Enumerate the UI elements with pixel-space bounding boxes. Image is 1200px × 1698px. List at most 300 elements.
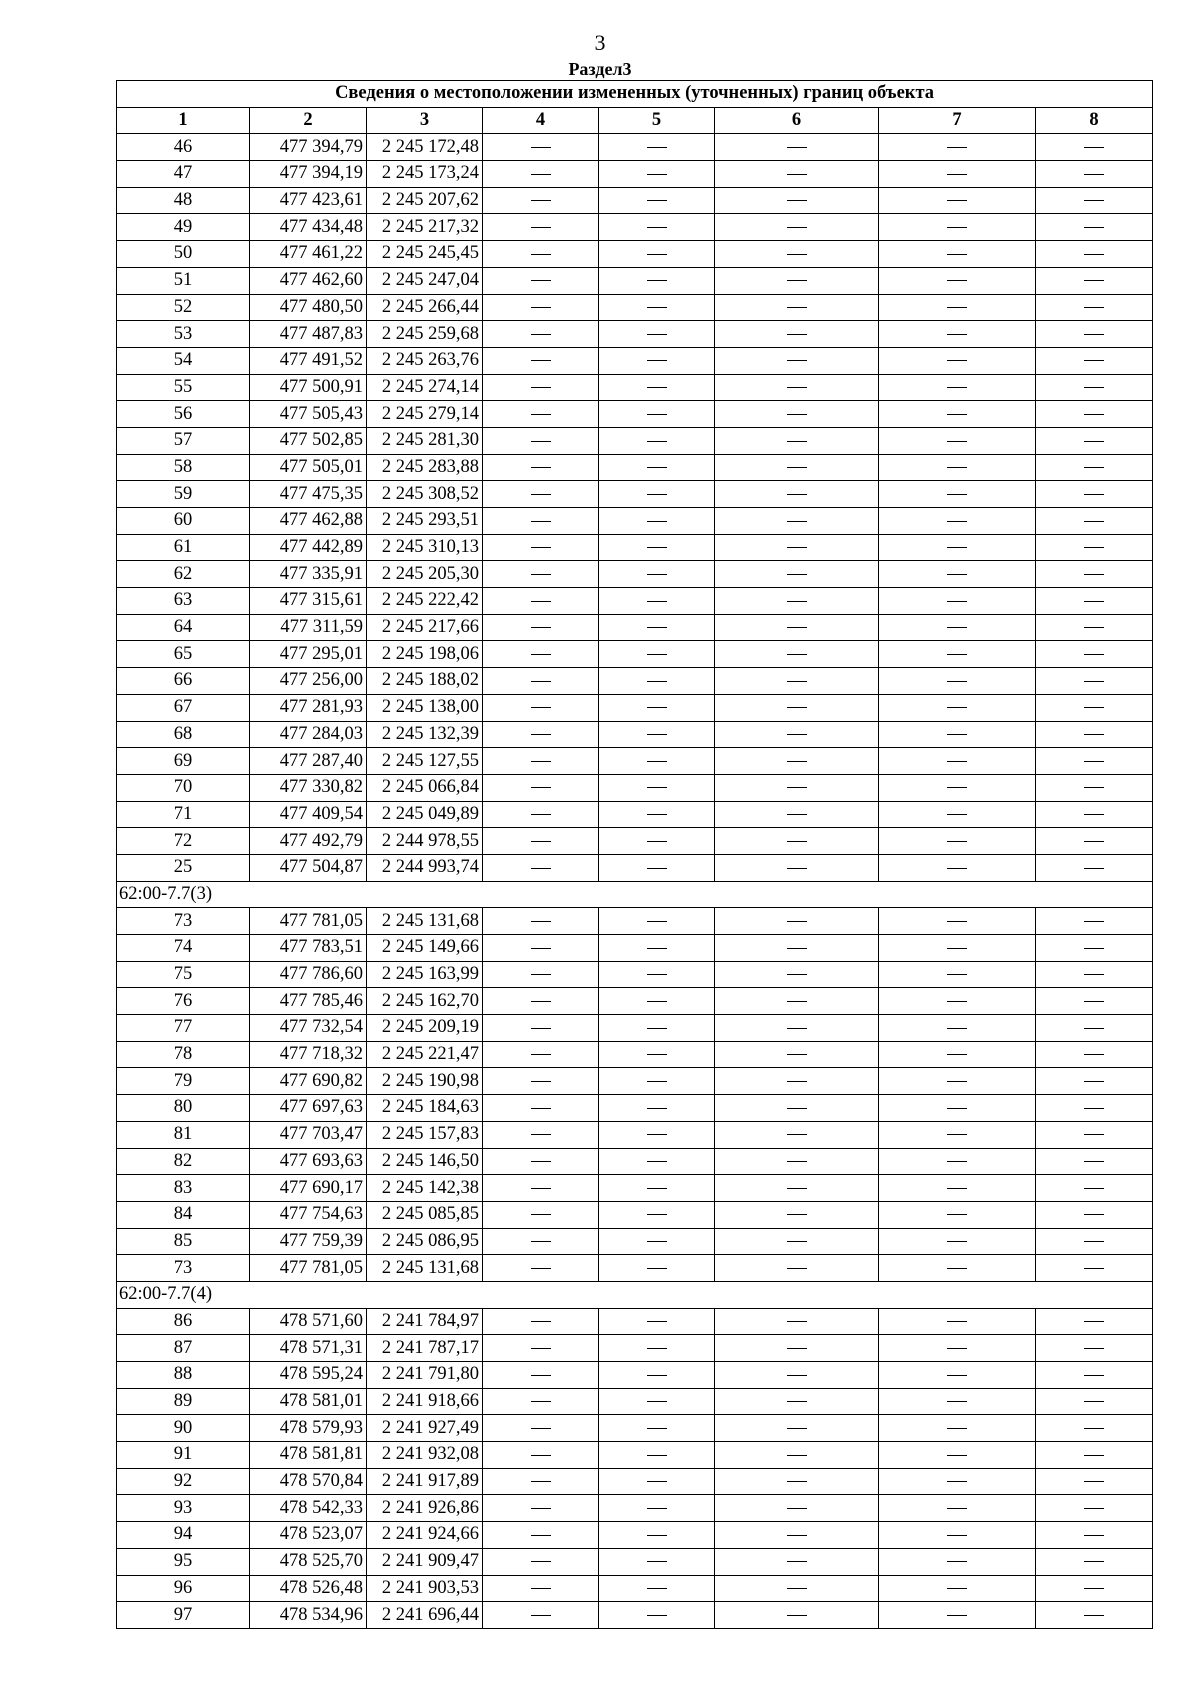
empty-cell-col-8: [1036, 828, 1153, 855]
x-coordinate-cell: 477 505,01: [250, 454, 367, 481]
empty-cell-col-6: [715, 214, 879, 241]
empty-cell-col-4: [483, 1442, 599, 1469]
y-coordinate-cell: 2 245 279,14: [367, 401, 483, 428]
table-row: [117, 1041, 1153, 1068]
empty-cell-col-7: [879, 321, 1036, 348]
empty-cell-col-7: [879, 854, 1036, 881]
empty-cell-col-7: [879, 481, 1036, 508]
em-dash-icon: [1084, 707, 1104, 708]
em-dash-icon: [1084, 547, 1104, 548]
empty-cell-col-6: [715, 988, 879, 1015]
y-coordinate-cell: 2 241 918,66: [367, 1388, 483, 1415]
em-dash-icon: [947, 921, 967, 922]
em-dash-icon: [531, 761, 551, 762]
empty-cell-col-4: [483, 1041, 599, 1068]
table-row: [117, 294, 1153, 321]
y-coordinate-cell: 2 245 066,84: [367, 774, 483, 801]
empty-cell-col-6: [715, 561, 879, 588]
em-dash-icon: [1084, 681, 1104, 682]
em-dash-icon: [947, 387, 967, 388]
em-dash-icon: [1084, 1001, 1104, 1002]
x-coordinate-cell: 477 335,91: [250, 561, 367, 588]
column-header-6: 6: [715, 107, 879, 134]
empty-cell-col-6: [715, 1068, 879, 1095]
y-coordinate-cell: 2 245 127,55: [367, 748, 483, 775]
em-dash-icon: [531, 974, 551, 975]
em-dash-icon: [1084, 1214, 1104, 1215]
empty-cell-col-7: [879, 668, 1036, 695]
em-dash-icon: [647, 1134, 667, 1135]
x-coordinate-cell: 478 525,70: [250, 1548, 367, 1575]
empty-cell-col-4: [483, 454, 599, 481]
empty-cell-col-6: [715, 1175, 879, 1202]
em-dash-icon: [531, 414, 551, 415]
em-dash-icon: [1084, 414, 1104, 415]
empty-cell-col-4: [483, 1201, 599, 1228]
empty-cell-col-6: [715, 1335, 879, 1362]
empty-cell-col-6: [715, 1442, 879, 1469]
em-dash-icon: [1084, 1508, 1104, 1509]
empty-cell-col-6: [715, 801, 879, 828]
empty-cell-col-5: [599, 321, 715, 348]
em-dash-icon: [947, 467, 967, 468]
x-coordinate-cell: 477 442,89: [250, 534, 367, 561]
em-dash-icon: [947, 280, 967, 281]
em-dash-icon: [647, 601, 667, 602]
empty-cell-col-7: [879, 454, 1036, 481]
em-dash-icon: [1084, 1188, 1104, 1189]
empty-cell-col-6: [715, 694, 879, 721]
table-row: [117, 988, 1153, 1015]
empty-cell-col-8: [1036, 1442, 1153, 1469]
em-dash-icon: [787, 1188, 807, 1189]
em-dash-icon: [1084, 1108, 1104, 1109]
em-dash-icon: [531, 1428, 551, 1429]
empty-cell-col-5: [599, 454, 715, 481]
empty-cell-col-4: [483, 534, 599, 561]
em-dash-icon: [787, 1028, 807, 1029]
empty-cell-col-5: [599, 294, 715, 321]
em-dash-icon: [787, 494, 807, 495]
em-dash-icon: [787, 1401, 807, 1402]
empty-cell-col-4: [483, 294, 599, 321]
empty-cell-col-6: [715, 908, 879, 935]
point-number-cell: 70: [117, 774, 250, 801]
empty-cell-col-6: [715, 267, 879, 294]
table-row: [117, 187, 1153, 214]
empty-cell-col-7: [879, 1175, 1036, 1202]
em-dash-icon: [1084, 467, 1104, 468]
em-dash-icon: [531, 1535, 551, 1536]
em-dash-icon: [531, 1561, 551, 1562]
em-dash-icon: [947, 1134, 967, 1135]
em-dash-icon: [1084, 841, 1104, 842]
em-dash-icon: [1084, 280, 1104, 281]
em-dash-icon: [787, 334, 807, 335]
em-dash-icon: [647, 227, 667, 228]
em-dash-icon: [1084, 1481, 1104, 1482]
empty-cell-col-5: [599, 908, 715, 935]
empty-cell-col-4: [483, 508, 599, 535]
empty-cell-col-4: [483, 1602, 599, 1629]
empty-cell-col-6: [715, 187, 879, 214]
em-dash-icon: [787, 1054, 807, 1055]
empty-cell-col-5: [599, 588, 715, 615]
y-coordinate-cell: 2 244 978,55: [367, 828, 483, 855]
em-dash-icon: [531, 1241, 551, 1242]
empty-cell-col-6: [715, 1121, 879, 1148]
empty-cell-col-8: [1036, 988, 1153, 1015]
em-dash-icon: [647, 147, 667, 148]
em-dash-icon: [531, 387, 551, 388]
em-dash-icon: [531, 1455, 551, 1456]
empty-cell-col-8: [1036, 614, 1153, 641]
table-row: [117, 321, 1153, 348]
point-number-cell: 52: [117, 294, 250, 321]
em-dash-icon: [1084, 654, 1104, 655]
em-dash-icon: [787, 1375, 807, 1376]
empty-cell-col-4: [483, 241, 599, 268]
em-dash-icon: [787, 200, 807, 201]
em-dash-icon: [787, 1535, 807, 1536]
em-dash-icon: [947, 1508, 967, 1509]
empty-cell-col-6: [715, 374, 879, 401]
x-coordinate-cell: 477 315,61: [250, 588, 367, 615]
x-coordinate-cell: 478 534,96: [250, 1602, 367, 1629]
empty-cell-col-7: [879, 988, 1036, 1015]
empty-cell-col-4: [483, 961, 599, 988]
em-dash-icon: [787, 841, 807, 842]
empty-cell-col-4: [483, 1362, 599, 1389]
empty-cell-col-5: [599, 988, 715, 1015]
empty-cell-col-8: [1036, 134, 1153, 161]
em-dash-icon: [947, 360, 967, 361]
point-number-cell: 85: [117, 1228, 250, 1255]
point-number-cell: 64: [117, 614, 250, 641]
empty-cell-col-8: [1036, 1495, 1153, 1522]
y-coordinate-cell: 2 245 222,42: [367, 588, 483, 615]
y-coordinate-cell: 2 245 184,63: [367, 1095, 483, 1122]
y-coordinate-cell: 2 245 293,51: [367, 508, 483, 535]
empty-cell-col-8: [1036, 641, 1153, 668]
em-dash-icon: [531, 1481, 551, 1482]
em-dash-icon: [647, 707, 667, 708]
em-dash-icon: [787, 1615, 807, 1616]
em-dash-icon: [647, 1375, 667, 1376]
em-dash-icon: [531, 1321, 551, 1322]
em-dash-icon: [647, 1401, 667, 1402]
column-header-3: 3: [367, 107, 483, 134]
empty-cell-col-4: [483, 1068, 599, 1095]
em-dash-icon: [787, 574, 807, 575]
empty-cell-col-8: [1036, 1308, 1153, 1335]
empty-cell-col-6: [715, 614, 879, 641]
em-dash-icon: [531, 1401, 551, 1402]
em-dash-icon: [647, 787, 667, 788]
empty-cell-col-7: [879, 508, 1036, 535]
x-coordinate-cell: 478 570,84: [250, 1468, 367, 1495]
em-dash-icon: [1084, 254, 1104, 255]
empty-cell-col-8: [1036, 694, 1153, 721]
x-coordinate-cell: 477 461,22: [250, 241, 367, 268]
em-dash-icon: [947, 1161, 967, 1162]
y-coordinate-cell: 2 245 085,85: [367, 1201, 483, 1228]
point-number-cell: 65: [117, 641, 250, 668]
empty-cell-col-5: [599, 668, 715, 695]
empty-cell-col-5: [599, 1308, 715, 1335]
point-number-cell: 49: [117, 214, 250, 241]
y-coordinate-cell: 2 245 308,52: [367, 481, 483, 508]
em-dash-icon: [531, 681, 551, 682]
empty-cell-col-5: [599, 1522, 715, 1549]
em-dash-icon: [1084, 1081, 1104, 1082]
em-dash-icon: [787, 681, 807, 682]
x-coordinate-cell: 477 394,19: [250, 161, 367, 188]
point-number-cell: 71: [117, 801, 250, 828]
coordinates-table: [116, 80, 1153, 1629]
point-number-cell: 25: [117, 854, 250, 881]
empty-cell-col-6: [715, 1548, 879, 1575]
point-number-cell: 55: [117, 374, 250, 401]
em-dash-icon: [647, 654, 667, 655]
y-coordinate-cell: 2 245 131,68: [367, 908, 483, 935]
section-row: [117, 1281, 1153, 1308]
empty-cell-col-5: [599, 1335, 715, 1362]
point-number-cell: 72: [117, 828, 250, 855]
em-dash-icon: [1084, 200, 1104, 201]
table-row: [117, 1228, 1153, 1255]
empty-cell-col-7: [879, 1362, 1036, 1389]
em-dash-icon: [531, 494, 551, 495]
table-row: [117, 1602, 1153, 1629]
empty-cell-col-7: [879, 401, 1036, 428]
empty-cell-col-8: [1036, 401, 1153, 428]
empty-cell-col-6: [715, 1602, 879, 1629]
empty-cell-col-7: [879, 1388, 1036, 1415]
empty-cell-col-4: [483, 988, 599, 1015]
point-number-cell: 84: [117, 1201, 250, 1228]
em-dash-icon: [787, 734, 807, 735]
empty-cell-col-5: [599, 1148, 715, 1175]
em-dash-icon: [647, 814, 667, 815]
point-number-cell: 63: [117, 588, 250, 615]
column-header-5: 5: [599, 107, 715, 134]
empty-cell-col-8: [1036, 1148, 1153, 1175]
empty-cell-col-7: [879, 1468, 1036, 1495]
y-coordinate-cell: 2 241 909,47: [367, 1548, 483, 1575]
empty-cell-col-6: [715, 294, 879, 321]
x-coordinate-cell: 477 786,60: [250, 961, 367, 988]
em-dash-icon: [1084, 334, 1104, 335]
em-dash-icon: [1084, 734, 1104, 735]
empty-cell-col-4: [483, 374, 599, 401]
em-dash-icon: [647, 1348, 667, 1349]
empty-cell-col-7: [879, 694, 1036, 721]
em-dash-icon: [947, 307, 967, 308]
empty-cell-col-7: [879, 1255, 1036, 1282]
em-dash-icon: [647, 1428, 667, 1429]
point-number-cell: 90: [117, 1415, 250, 1442]
table-caption-row: [117, 81, 1153, 108]
empty-cell-col-4: [483, 481, 599, 508]
section-label: 62:00-7.7(4): [117, 1281, 1153, 1308]
table-row: [117, 401, 1153, 428]
em-dash-icon: [947, 1615, 967, 1616]
table-body: [117, 134, 1153, 1629]
em-dash-icon: [947, 1561, 967, 1562]
empty-cell-col-6: [715, 1228, 879, 1255]
table-row: [117, 454, 1153, 481]
em-dash-icon: [947, 1321, 967, 1322]
empty-cell-col-4: [483, 1255, 599, 1282]
em-dash-icon: [531, 1028, 551, 1029]
empty-cell-col-7: [879, 828, 1036, 855]
y-coordinate-cell: 2 245 217,66: [367, 614, 483, 641]
em-dash-icon: [531, 948, 551, 949]
x-coordinate-cell: 478 579,93: [250, 1415, 367, 1442]
em-dash-icon: [647, 1268, 667, 1269]
empty-cell-col-6: [715, 241, 879, 268]
empty-cell-col-5: [599, 721, 715, 748]
em-dash-icon: [531, 280, 551, 281]
page-number: 3: [594, 30, 606, 55]
empty-cell-col-4: [483, 1522, 599, 1549]
empty-cell-col-8: [1036, 1068, 1153, 1095]
column-header-4: 4: [483, 107, 599, 134]
empty-cell-col-4: [483, 694, 599, 721]
x-coordinate-cell: 477 781,05: [250, 1255, 367, 1282]
empty-cell-col-8: [1036, 1228, 1153, 1255]
em-dash-icon: [647, 174, 667, 175]
empty-cell-col-6: [715, 1015, 879, 1042]
empty-cell-col-7: [879, 721, 1036, 748]
table-row: [117, 1335, 1153, 1362]
em-dash-icon: [647, 868, 667, 869]
point-number-cell: 83: [117, 1175, 250, 1202]
em-dash-icon: [531, 574, 551, 575]
table-row: [117, 1388, 1153, 1415]
empty-cell-col-7: [879, 1548, 1036, 1575]
em-dash-icon: [787, 147, 807, 148]
empty-cell-col-8: [1036, 1095, 1153, 1122]
empty-cell-col-7: [879, 801, 1036, 828]
point-number-cell: 86: [117, 1308, 250, 1335]
empty-cell-col-8: [1036, 1041, 1153, 1068]
empty-cell-col-5: [599, 1015, 715, 1042]
x-coordinate-cell: 477 287,40: [250, 748, 367, 775]
empty-cell-col-8: [1036, 481, 1153, 508]
em-dash-icon: [947, 814, 967, 815]
point-number-cell: 47: [117, 161, 250, 188]
empty-cell-col-8: [1036, 561, 1153, 588]
x-coordinate-cell: 477 475,35: [250, 481, 367, 508]
y-coordinate-cell: 2 241 696,44: [367, 1602, 483, 1629]
empty-cell-col-7: [879, 1041, 1036, 1068]
point-number-cell: 79: [117, 1068, 250, 1095]
empty-cell-col-7: [879, 1121, 1036, 1148]
empty-cell-col-8: [1036, 854, 1153, 881]
em-dash-icon: [1084, 787, 1104, 788]
y-coordinate-cell: 2 245 049,89: [367, 801, 483, 828]
em-dash-icon: [647, 521, 667, 522]
x-coordinate-cell: 477 284,03: [250, 721, 367, 748]
empty-cell-col-7: [879, 908, 1036, 935]
empty-cell-col-5: [599, 1228, 715, 1255]
em-dash-icon: [531, 1001, 551, 1002]
x-coordinate-cell: 477 462,60: [250, 267, 367, 294]
table-row: [117, 908, 1153, 935]
em-dash-icon: [1084, 921, 1104, 922]
y-coordinate-cell: 2 241 926,86: [367, 1495, 483, 1522]
y-coordinate-cell: 2 241 784,97: [367, 1308, 483, 1335]
y-coordinate-cell: 2 241 932,08: [367, 1442, 483, 1469]
em-dash-icon: [647, 1481, 667, 1482]
empty-cell-col-7: [879, 214, 1036, 241]
x-coordinate-cell: 477 732,54: [250, 1015, 367, 1042]
em-dash-icon: [1084, 227, 1104, 228]
empty-cell-col-6: [715, 134, 879, 161]
table-row: [117, 481, 1153, 508]
empty-cell-col-5: [599, 774, 715, 801]
y-coordinate-cell: 2 245 310,13: [367, 534, 483, 561]
empty-cell-col-7: [879, 588, 1036, 615]
em-dash-icon: [1084, 494, 1104, 495]
em-dash-icon: [531, 547, 551, 548]
point-number-cell: 68: [117, 721, 250, 748]
em-dash-icon: [531, 921, 551, 922]
empty-cell-col-4: [483, 427, 599, 454]
empty-cell-col-8: [1036, 454, 1153, 481]
em-dash-icon: [787, 174, 807, 175]
em-dash-icon: [1084, 174, 1104, 175]
em-dash-icon: [1084, 441, 1104, 442]
em-dash-icon: [947, 761, 967, 762]
x-coordinate-cell: 477 754,63: [250, 1201, 367, 1228]
empty-cell-col-4: [483, 935, 599, 962]
em-dash-icon: [531, 307, 551, 308]
point-number-cell: 88: [117, 1362, 250, 1389]
x-coordinate-cell: 477 423,61: [250, 187, 367, 214]
em-dash-icon: [647, 1615, 667, 1616]
point-number-cell: 94: [117, 1522, 250, 1549]
x-coordinate-cell: 477 781,05: [250, 908, 367, 935]
empty-cell-col-5: [599, 1362, 715, 1389]
empty-cell-col-4: [483, 908, 599, 935]
y-coordinate-cell: 2 245 173,24: [367, 161, 483, 188]
empty-cell-col-7: [879, 961, 1036, 988]
em-dash-icon: [787, 868, 807, 869]
empty-cell-col-6: [715, 1255, 879, 1282]
em-dash-icon: [531, 734, 551, 735]
em-dash-icon: [787, 1134, 807, 1135]
em-dash-icon: [1084, 360, 1104, 361]
empty-cell-col-7: [879, 1522, 1036, 1549]
table-row: [117, 1068, 1153, 1095]
table-row: [117, 614, 1153, 641]
point-number-cell: 58: [117, 454, 250, 481]
x-coordinate-cell: 477 504,87: [250, 854, 367, 881]
x-coordinate-cell: 477 697,63: [250, 1095, 367, 1122]
empty-cell-col-5: [599, 267, 715, 294]
empty-cell-col-5: [599, 1495, 715, 1522]
em-dash-icon: [647, 1508, 667, 1509]
x-coordinate-cell: 477 690,82: [250, 1068, 367, 1095]
empty-cell-col-8: [1036, 534, 1153, 561]
em-dash-icon: [787, 707, 807, 708]
empty-cell-col-5: [599, 1095, 715, 1122]
empty-cell-col-4: [483, 214, 599, 241]
em-dash-icon: [1084, 1535, 1104, 1536]
